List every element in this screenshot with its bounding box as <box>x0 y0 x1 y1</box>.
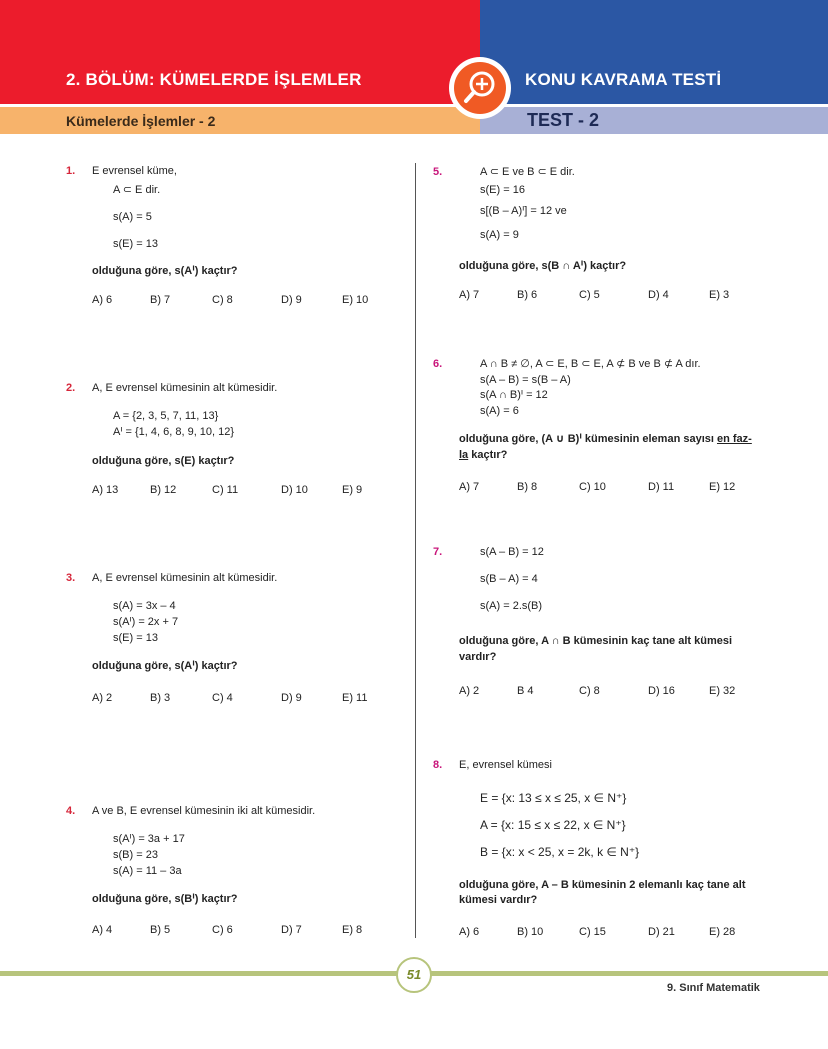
given-line: s(A ∩ B)ᑊ = 12 <box>480 389 548 401</box>
question-text: olduğuna göre, s(Aᑊ) kaçtır? <box>92 660 238 672</box>
question-intro: E evrensel küme, <box>92 165 177 177</box>
option-d[interactable]: D) 7 <box>281 924 302 936</box>
question-intro: E, evrensel kümesi <box>459 759 552 771</box>
option-e[interactable]: E) 12 <box>709 481 736 493</box>
option-b[interactable]: B) 10 <box>517 926 544 938</box>
option-e[interactable]: E) 28 <box>709 926 736 938</box>
option-a[interactable]: A) 4 <box>92 924 113 936</box>
question-number: 4. <box>66 805 76 817</box>
given-line: s(Aᑊ) = 3a + 17 <box>113 833 185 845</box>
option-d[interactable]: D) 9 <box>281 692 302 704</box>
option-e[interactable]: E) 3 <box>709 289 730 301</box>
given-line: s(E) = 13 <box>113 632 158 644</box>
option-c[interactable]: C) 15 <box>579 926 606 938</box>
question-text-line-1: olduğuna göre, (A ∪ B)ᑊ kümesinin eleman sayısı en faz- <box>459 433 752 445</box>
book-title: 9. Sınıf Matematik <box>667 982 760 994</box>
question-text: olduğuna göre, s(B ∩ Aᑊ) kaçtır? <box>459 260 627 272</box>
header-red-band <box>0 0 480 107</box>
option-a[interactable]: A) 2 <box>92 692 113 704</box>
question-intro: A ve B, E evrensel kümesinin iki alt kümesidir. <box>92 805 316 817</box>
given-line: s(A) = 3x – 4 <box>113 600 176 612</box>
question-text: olduğuna göre, s(Aᑊ) kaçtır? <box>92 265 238 277</box>
subtitle: Kümelerde İşlemler - 2 <box>66 113 216 129</box>
given-line: A = {x: 15 ≤ x ≤ 22, x ∈ N⁺} <box>480 818 626 832</box>
given-line: A ∩ B ≠ ∅, A ⊂ E, B ⊂ E, A ⊄ B ve B ⊄ A dır. <box>480 358 701 370</box>
question-text-line-2: la kaçtır? <box>459 449 508 461</box>
question-text: olduğuna göre, s(Bᑊ) kaçtır? <box>92 893 238 905</box>
option-b[interactable]: B) 3 <box>150 692 171 704</box>
given-line: E = {x: 13 ≤ x ≤ 25, x ∈ N⁺} <box>480 791 627 805</box>
question-number: 7. <box>433 546 443 558</box>
option-b[interactable]: B) 7 <box>150 294 171 306</box>
option-a[interactable]: A) 6 <box>92 294 113 306</box>
option-b[interactable]: B 4 <box>517 685 534 697</box>
given-line: s(B – A) = 4 <box>480 573 538 585</box>
option-d[interactable]: D) 11 <box>648 481 675 493</box>
given-line: s(Aᑊ) = 2x + 7 <box>113 616 179 628</box>
given-line: Aᑊ = {1, 4, 6, 8, 9, 10, 12} <box>113 426 235 438</box>
option-c[interactable]: C) 6 <box>212 924 233 936</box>
given-line: s(A) = 6 <box>480 405 519 417</box>
question-text: olduğuna göre, s(E) kaçtır? <box>92 455 235 467</box>
option-e[interactable]: E) 11 <box>342 692 368 704</box>
question-number: 5. <box>433 166 443 178</box>
option-b[interactable]: B) 6 <box>517 289 538 301</box>
question-text-line-2: kümesi vardır? <box>459 894 538 906</box>
question-intro: A, E evrensel kümesinin alt kümesidir. <box>92 382 278 394</box>
section-title: KONU KAVRAMA TESTİ <box>525 70 722 89</box>
question-text-line-2: vardır? <box>459 651 497 663</box>
question-number: 2. <box>66 382 76 394</box>
option-e[interactable]: E) 10 <box>342 294 369 306</box>
question-intro: A, E evrensel kümesinin alt kümesidir. <box>92 572 278 584</box>
option-d[interactable]: D) 9 <box>281 294 302 306</box>
question-number: 3. <box>66 572 76 584</box>
given-line: s[(B – A)ᑊ] = 12 ve <box>480 205 567 217</box>
column-divider <box>415 163 416 938</box>
option-e[interactable]: E) 9 <box>342 484 363 496</box>
given-line: s(B) = 23 <box>113 849 158 861</box>
option-c[interactable]: C) 11 <box>212 484 239 496</box>
given-line: B = {x: x < 25, x = 2k, k ∈ N⁺} <box>480 845 640 859</box>
header-blue-band <box>480 0 828 107</box>
option-b[interactable]: B) 5 <box>150 924 171 936</box>
option-c[interactable]: C) 4 <box>212 692 233 704</box>
given-line: s(A) = 5 <box>113 211 152 223</box>
question-number: 8. <box>433 759 443 771</box>
given-line: s(E) = 13 <box>113 238 158 250</box>
option-a[interactable]: A) 2 <box>459 685 480 697</box>
magnifier-plus-icon <box>449 57 511 119</box>
option-c[interactable]: C) 8 <box>579 685 600 697</box>
option-a[interactable]: A) 6 <box>459 926 480 938</box>
option-e[interactable]: E) 32 <box>709 685 736 697</box>
given-line: s(A) = 11 – 3a <box>113 865 182 877</box>
option-c[interactable]: C) 5 <box>579 289 600 301</box>
option-c[interactable]: C) 8 <box>212 294 233 306</box>
given-line: A = {2, 3, 5, 7, 11, 13} <box>113 410 219 422</box>
given-line: s(A) = 2.s(B) <box>480 600 543 612</box>
given-line: s(A – B) = s(B – A) <box>480 374 571 386</box>
given-line: s(A) = 9 <box>480 229 519 241</box>
chapter-title: 2. BÖLÜM: KÜMELERDE İŞLEMLER <box>66 70 362 89</box>
question-text-line-1: olduğuna göre, A ∩ B kümesinin kaç tane alt kümesi <box>459 635 733 647</box>
option-a[interactable]: A) 7 <box>459 481 480 493</box>
option-a[interactable]: A) 7 <box>459 289 480 301</box>
option-b[interactable]: B) 8 <box>517 481 538 493</box>
given-line: A ⊂ E dir. <box>113 184 161 196</box>
given-line: A ⊂ E ve B ⊂ E dir. <box>480 166 575 178</box>
question-number: 6. <box>433 358 443 370</box>
question-text-line-1: olduğuna göre, A – B kümesinin 2 elemanlı kaç tane alt <box>459 879 746 891</box>
option-d[interactable]: D) 4 <box>648 289 669 301</box>
option-b[interactable]: B) 12 <box>150 484 177 496</box>
given-line: s(E) = 16 <box>480 184 525 196</box>
given-line: s(A – B) = 12 <box>480 546 544 558</box>
option-d[interactable]: D) 16 <box>648 685 675 697</box>
option-d[interactable]: D) 21 <box>648 926 675 938</box>
question-number: 1. <box>66 165 76 177</box>
option-c[interactable]: C) 10 <box>579 481 606 493</box>
option-a[interactable]: A) 13 <box>92 484 119 496</box>
option-e[interactable]: E) 8 <box>342 924 363 936</box>
page-number: 51 <box>396 957 432 993</box>
test-label: TEST - 2 <box>527 110 600 130</box>
option-d[interactable]: D) 10 <box>281 484 308 496</box>
